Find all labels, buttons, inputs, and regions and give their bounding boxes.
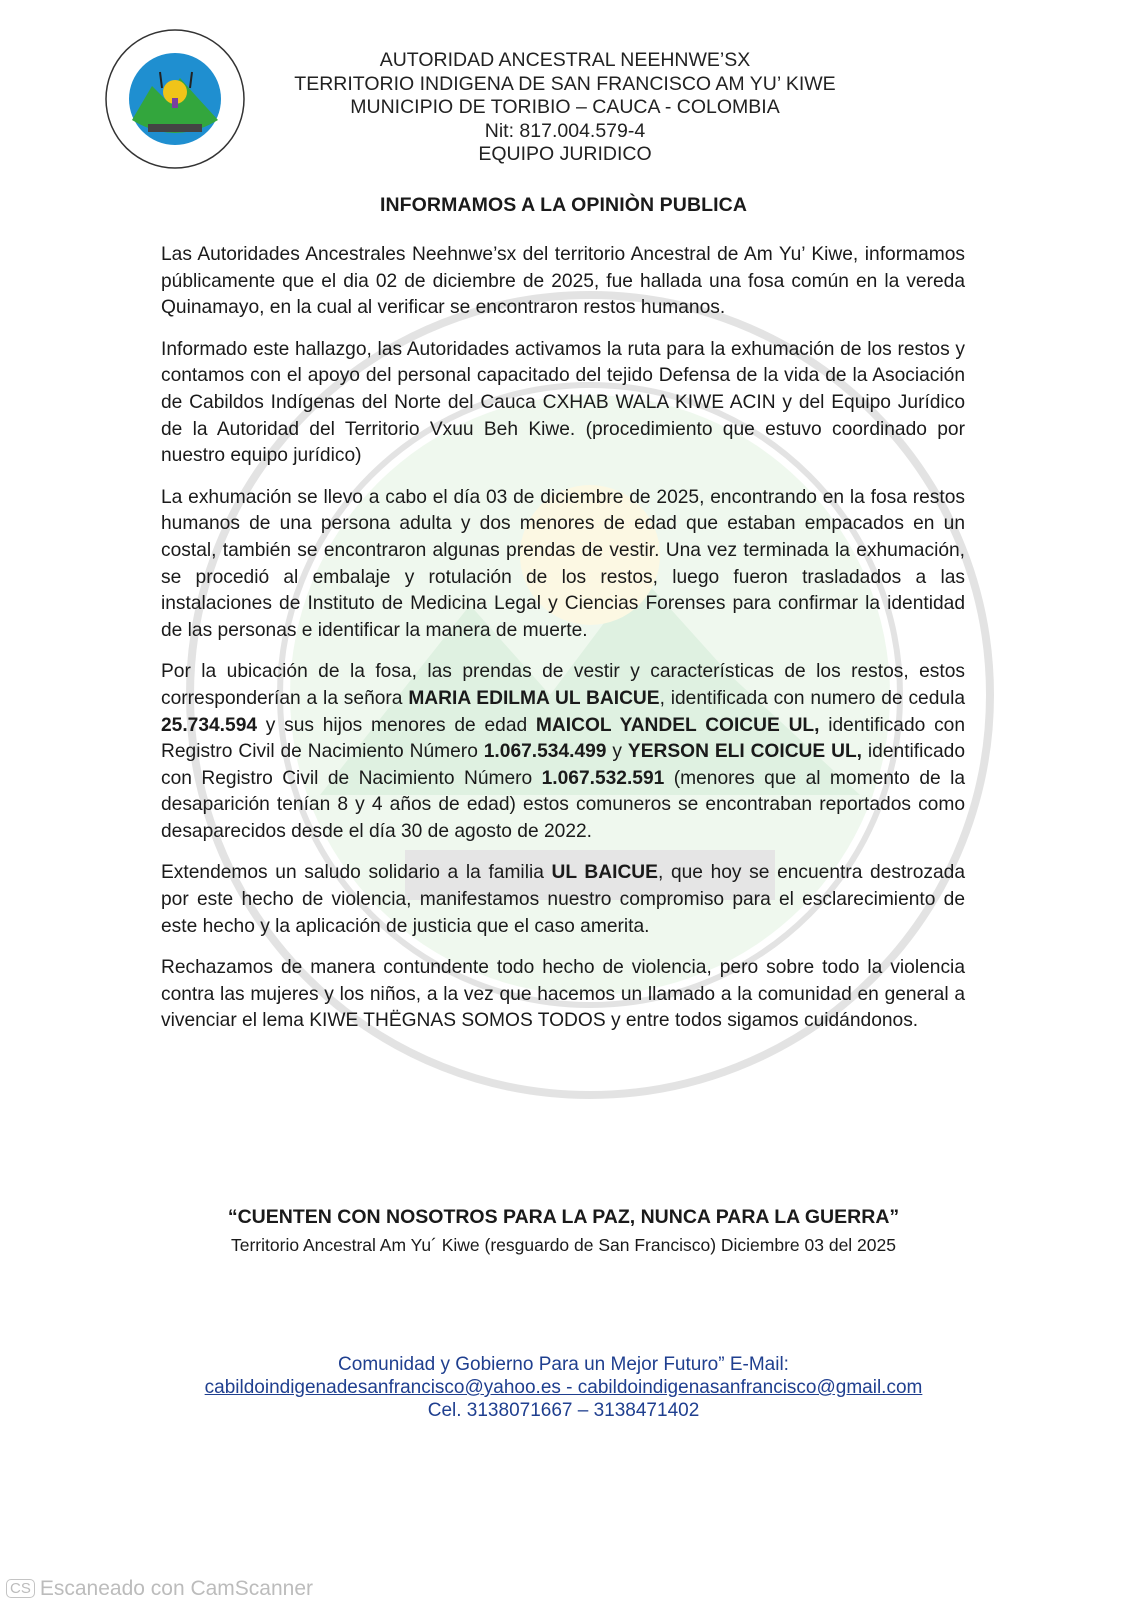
camscanner-badge-icon: CS xyxy=(6,1579,35,1598)
p4-text-5: y xyxy=(606,741,628,763)
footer-phones: Cel. 3138071667 – 3138471402 xyxy=(427,1400,700,1421)
p4-id-child-2: 1.067.532.591 xyxy=(541,767,665,789)
p4-id-mother: 25.734.594 xyxy=(161,714,258,736)
header-authority: AUTORIDAD ANCESTRAL NEEHNWE’SX xyxy=(379,49,751,71)
header-municipality: MUNICIPIO DE TORIBIO – CAUCA - COLOMBIA xyxy=(350,96,780,118)
header-team: EQUIPO JURIDICO xyxy=(478,143,652,165)
camscanner-watermark xyxy=(6,1577,313,1600)
p4-text-3: y sus hijos menores de edad xyxy=(257,714,536,736)
p4-text-1: Por la ubicación de la fosa, las prendas de vestir y características de los restos, estos corresponderían a la señora xyxy=(161,661,965,709)
document-body xyxy=(161,242,965,1050)
header-territory: TERRITORIO INDIGENA DE SAN FRANCISCO AM YU’ KIWE xyxy=(294,72,836,95)
paragraph-4 xyxy=(161,659,965,845)
paragraph-6: Rechazamos de manera contundente todo hecho de violencia, pero sobre todo la violencia contra las mujeres y los niños, a la vez que hacemos un llamado a la comunidad en general a vivenciar el lema KIWE THËGNAS SOMOS TODOS y entre todos sigamos cuidándonos. xyxy=(161,957,965,1032)
p5-family-name: UL BAICUE xyxy=(551,862,658,884)
place-date: Territorio Ancestral Am Yu´ Kiwe (resguardo de San Francisco) Diciembre 03 del 2025 xyxy=(231,1235,896,1255)
paragraph-2: Informado este hallazgo, las Autoridades activamos la ruta para la exhumación de los restos y contamos con el apoyo del personal capacitado del tejido Defensa de la vida de la Asociación de Cabildos Indígenas del Norte del Cauca CXHAB WALA KIWE ACIN y del Equipo Jurídico de la Autoridad del Territorio Vxuu Beh Kiwe. (procedimiento que estuvo coordinado por nuestro equipo jurídico) xyxy=(161,338,965,467)
p4-name-child-1: MAICOL YANDEL COICUE UL, xyxy=(535,714,820,736)
paragraph-1: Las Autoridades Ancestrales Neehnwe’sx del territorio Ancestral de Am Yu’ Kiwe, informamos públicamente que el dia 02 de diciembre de 2025, fue hallada una fosa común en la vereda Quinamayo, en la cual al verificar se encontraron restos humanos. xyxy=(161,244,965,319)
document-title: INFORMAMOS A LA OPINIÒN PUBLICA xyxy=(379,194,748,216)
p4-name-mother: MARIA EDILMA UL BAICUE xyxy=(408,687,660,709)
resguardo-logo-icon xyxy=(104,28,246,170)
footer-motto: Comunidad y Gobierno Para un Mejor Futuro” E-Mail: xyxy=(338,1354,789,1375)
slogan: “CUENTEN CON NOSOTROS PARA LA PAZ, NUNCA PARA LA GUERRA” xyxy=(227,1206,900,1228)
paragraph-3: La exhumación se llevo a cabo el día 03 de diciembre de 2025, encontrando en la fosa restos humanos de una persona adulta y dos menores de edad que estaban empacados en un costal, también se encontraron algunas prendas de vestir. Una vez terminada la exhumación, se procedió al embalaje y rotulación de los restos, luego fueron trasladados a las instalaciones de Instituto de Medicina Legal y Ciencias Forenses para confirmar la identidad de las personas e identificar la manera de muerte. xyxy=(161,486,965,641)
paragraph-5 xyxy=(161,860,965,940)
p5-text-1: Extendemos un saludo solidario a la familia xyxy=(161,862,552,884)
p4-text-6: identificado con Registro Civil de Nacimiento Número xyxy=(161,741,965,789)
footer-emails-link[interactable]: cabildoindigenadesanfrancisco@yahoo.es - cabildoindigenasanfrancisco@gmail.com xyxy=(204,1377,923,1398)
header-nit: Nit: 817.004.579-4 xyxy=(484,119,646,142)
p4-text-7: (menores que al momento de la desaparición tenían 8 y 4 años de edad) estos comuneros se encontraban reportados como desaparecidos desde el día 30 de agosto de 2022. xyxy=(161,767,965,842)
footer xyxy=(0,1353,1127,1422)
p4-text-4: identificado con Registro Civil de Nacimiento Número xyxy=(161,714,966,763)
p4-text-2: , identificada con numero de cedula xyxy=(659,687,966,709)
p5-text-2: , que hoy se encuentra destrozada por este hecho de violencia, manifestamos nuestro compromiso para el esclarecimiento de este hecho y la aplicación de justicia que el caso amerita. xyxy=(161,862,965,937)
p4-name-child-2: YERSON ELI COICUE UL, xyxy=(627,741,863,763)
p4-id-child-1: 1.067.534.499 xyxy=(483,741,607,763)
camscanner-label: Escaneado con CamScanner xyxy=(39,1577,314,1600)
letterhead xyxy=(250,49,880,167)
